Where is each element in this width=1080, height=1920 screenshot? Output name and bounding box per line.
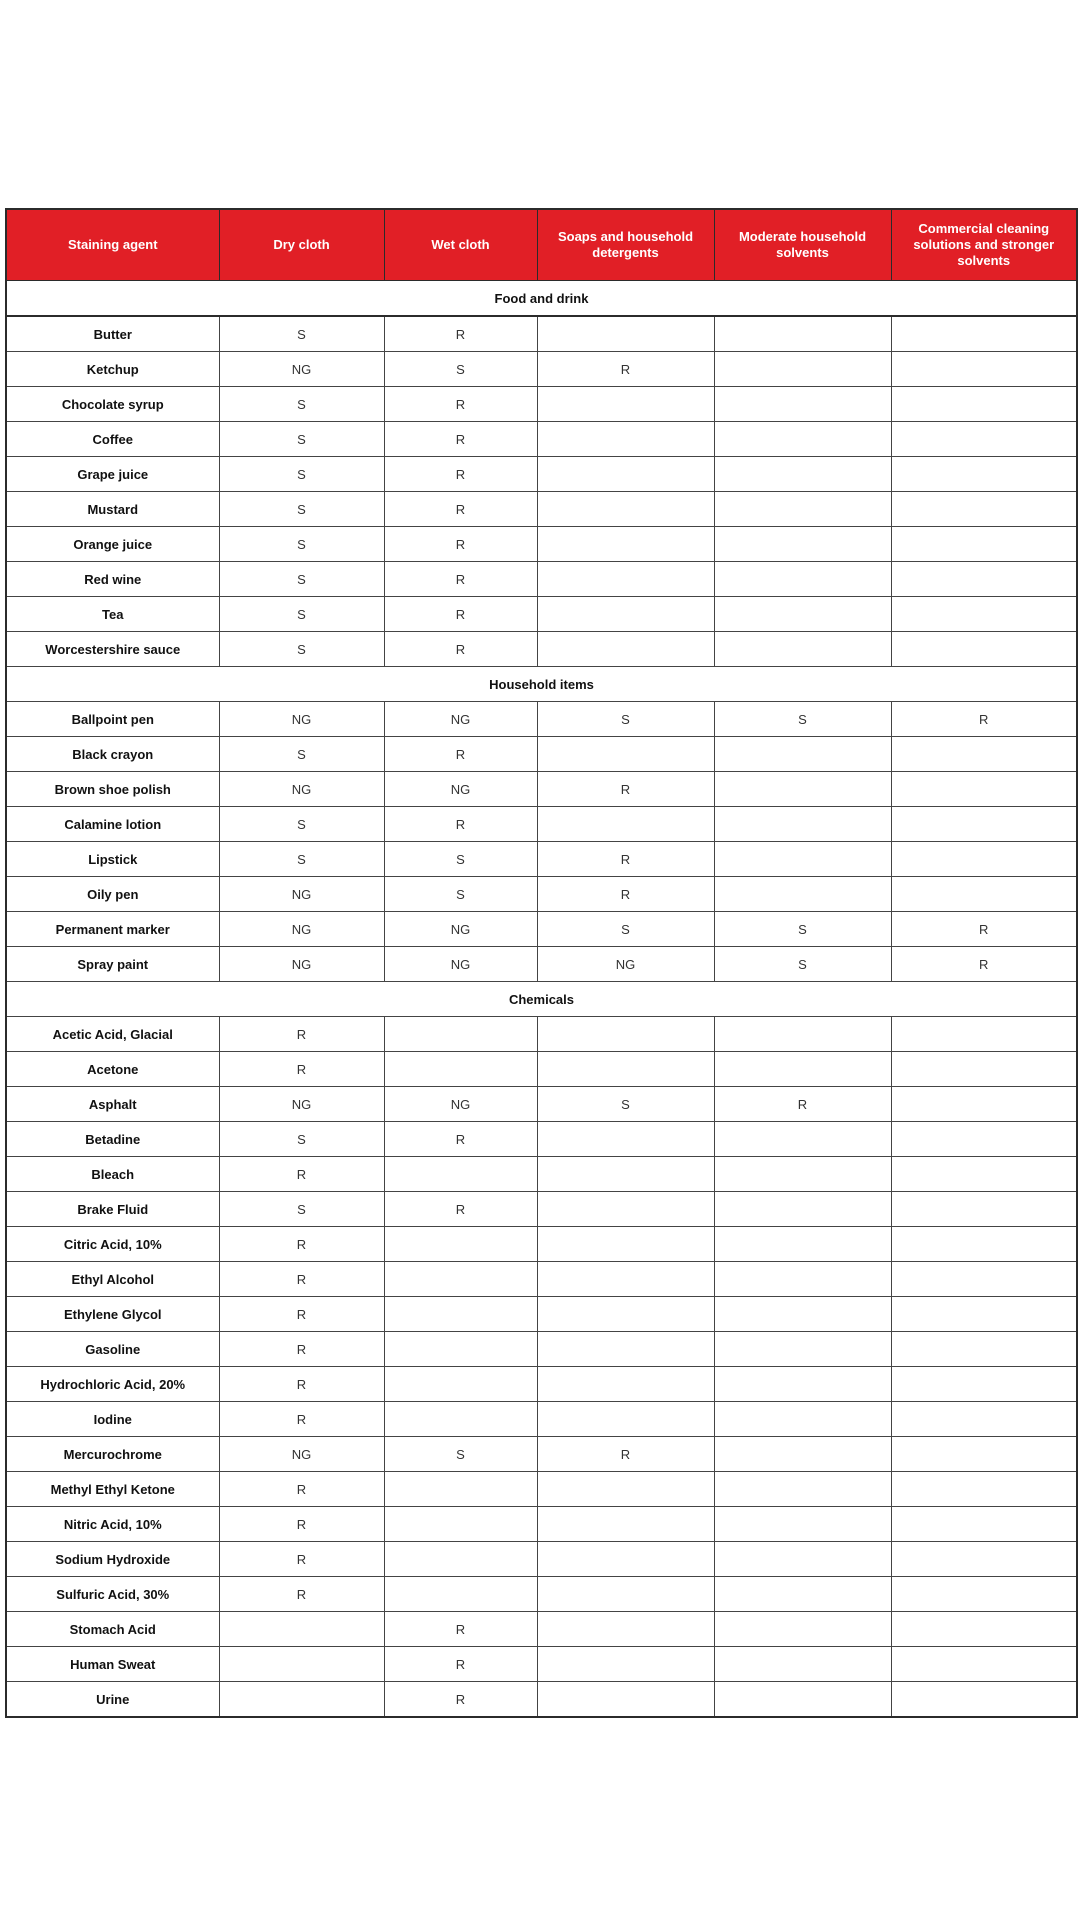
table-row [6, 1437, 1077, 1472]
staining-agent-cell: Black crayon [6, 737, 219, 772]
rating-cell [714, 1262, 891, 1297]
staining-agent-cell: Sodium Hydroxide [6, 1542, 219, 1577]
table-row [6, 1192, 1077, 1227]
rating-cell [384, 1402, 537, 1437]
rating-cell [384, 1017, 537, 1052]
header-wet-cloth: Wet cloth [384, 209, 537, 281]
rating-cell [714, 1227, 891, 1262]
table-row [6, 1682, 1077, 1718]
rating-cell [537, 1507, 714, 1542]
table-row [6, 1017, 1077, 1052]
rating-cell [537, 807, 714, 842]
rating-cell [714, 1297, 891, 1332]
rating-cell: S [219, 1122, 384, 1157]
rating-cell: R [219, 1507, 384, 1542]
rating-cell [891, 1052, 1077, 1087]
staining-agent-cell: Urine [6, 1682, 219, 1718]
rating-cell: NG [219, 702, 384, 737]
rating-cell [891, 1612, 1077, 1647]
rating-cell [537, 527, 714, 562]
table-row [6, 947, 1077, 982]
table-row [6, 1227, 1077, 1262]
table-row [6, 1332, 1077, 1367]
rating-cell: R [384, 1122, 537, 1157]
rating-cell [384, 1577, 537, 1612]
rating-cell: R [219, 1227, 384, 1262]
table-row [6, 877, 1077, 912]
rating-cell: R [537, 352, 714, 387]
rating-cell: R [219, 1472, 384, 1507]
rating-cell [537, 492, 714, 527]
staining-agent-cell: Orange juice [6, 527, 219, 562]
table-row [6, 597, 1077, 632]
rating-cell [537, 422, 714, 457]
staining-agent-cell: Coffee [6, 422, 219, 457]
rating-cell: R [219, 1262, 384, 1297]
rating-cell [537, 1262, 714, 1297]
staining-agent-cell: Spray paint [6, 947, 219, 982]
rating-cell [537, 562, 714, 597]
staining-agent-cell: Iodine [6, 1402, 219, 1437]
staining-agent-cell: Acetone [6, 1052, 219, 1087]
staining-agent-cell: Oily pen [6, 877, 219, 912]
staining-agent-cell: Calamine lotion [6, 807, 219, 842]
rating-cell: R [219, 1157, 384, 1192]
rating-cell: R [384, 527, 537, 562]
table-body [6, 281, 1077, 1718]
rating-cell: NG [219, 947, 384, 982]
rating-cell: S [219, 457, 384, 492]
section-title: Household items [6, 667, 1077, 702]
rating-cell [219, 1647, 384, 1682]
rating-cell: S [537, 912, 714, 947]
rating-cell [891, 1017, 1077, 1052]
rating-cell [714, 1332, 891, 1367]
rating-cell [537, 1332, 714, 1367]
rating-cell [891, 597, 1077, 632]
rating-cell: R [219, 1052, 384, 1087]
section-header-row [6, 982, 1077, 1017]
rating-cell: S [714, 947, 891, 982]
staining-agent-cell: Sulfuric Acid, 30% [6, 1577, 219, 1612]
rating-cell [891, 527, 1077, 562]
rating-cell [714, 1437, 891, 1472]
rating-cell [714, 1052, 891, 1087]
rating-cell: S [219, 422, 384, 457]
rating-cell [537, 1227, 714, 1262]
rating-cell: R [219, 1542, 384, 1577]
staining-agent-cell: Chocolate syrup [6, 387, 219, 422]
rating-cell [714, 352, 891, 387]
rating-cell: NG [219, 912, 384, 947]
rating-cell: NG [219, 877, 384, 912]
rating-cell: S [384, 1437, 537, 1472]
rating-cell [537, 316, 714, 352]
rating-cell [891, 1157, 1077, 1192]
table-row [6, 632, 1077, 667]
rating-cell [537, 632, 714, 667]
rating-cell: R [384, 632, 537, 667]
table-row [6, 1577, 1077, 1612]
rating-cell [891, 316, 1077, 352]
rating-cell [891, 632, 1077, 667]
table-row [6, 1402, 1077, 1437]
staining-agent-cell: Lipstick [6, 842, 219, 877]
staining-agent-cell: Hydrochloric Acid, 20% [6, 1367, 219, 1402]
rating-cell: S [537, 702, 714, 737]
rating-cell: S [384, 842, 537, 877]
rating-cell: R [384, 1192, 537, 1227]
staining-agent-cell: Citric Acid, 10% [6, 1227, 219, 1262]
rating-cell [891, 457, 1077, 492]
table-row [6, 1297, 1077, 1332]
staining-agent-cell: Nitric Acid, 10% [6, 1507, 219, 1542]
rating-cell: R [891, 702, 1077, 737]
rating-cell: S [714, 702, 891, 737]
table-row [6, 1507, 1077, 1542]
rating-cell [714, 877, 891, 912]
table-row [6, 702, 1077, 737]
rating-cell: R [384, 316, 537, 352]
rating-cell [891, 1367, 1077, 1402]
rating-cell: R [384, 597, 537, 632]
rating-cell [384, 1262, 537, 1297]
rating-cell: R [384, 457, 537, 492]
rating-cell [891, 1402, 1077, 1437]
rating-cell [891, 877, 1077, 912]
rating-cell: S [384, 352, 537, 387]
rating-cell [714, 632, 891, 667]
rating-cell: R [537, 1437, 714, 1472]
staining-agent-cell: Brake Fluid [6, 1192, 219, 1227]
rating-cell: NG [384, 702, 537, 737]
table-row [6, 772, 1077, 807]
rating-cell [537, 1542, 714, 1577]
rating-cell [714, 316, 891, 352]
rating-cell [537, 1157, 714, 1192]
rating-cell [891, 1087, 1077, 1122]
rating-cell: S [219, 597, 384, 632]
rating-cell: S [537, 1087, 714, 1122]
table-row [6, 1157, 1077, 1192]
rating-cell: NG [219, 1437, 384, 1472]
rating-cell [384, 1472, 537, 1507]
rating-cell [891, 352, 1077, 387]
rating-cell [714, 1612, 891, 1647]
table-row [6, 457, 1077, 492]
rating-cell [537, 1647, 714, 1682]
rating-cell [384, 1052, 537, 1087]
header-row [6, 209, 1077, 281]
rating-cell: R [219, 1367, 384, 1402]
rating-cell: R [384, 492, 537, 527]
table-row [6, 492, 1077, 527]
table-row [6, 387, 1077, 422]
rating-cell: R [384, 737, 537, 772]
rating-cell: S [714, 912, 891, 947]
rating-cell: R [384, 807, 537, 842]
staining-agent-cell: Worcestershire sauce [6, 632, 219, 667]
rating-cell: NG [219, 1087, 384, 1122]
table-row [6, 1087, 1077, 1122]
rating-cell [537, 457, 714, 492]
rating-cell [384, 1332, 537, 1367]
rating-cell: S [219, 492, 384, 527]
rating-cell [537, 1297, 714, 1332]
rating-cell: S [219, 316, 384, 352]
staining-agent-cell: Betadine [6, 1122, 219, 1157]
rating-cell [891, 1227, 1077, 1262]
header-moderate-solvents: Moderate household solvents [714, 209, 891, 281]
rating-cell [891, 1542, 1077, 1577]
rating-cell [714, 737, 891, 772]
staining-agent-cell: Butter [6, 316, 219, 352]
rating-cell: R [384, 422, 537, 457]
rating-cell [891, 1577, 1077, 1612]
staining-agent-cell: Tea [6, 597, 219, 632]
staining-agent-cell: Ethyl Alcohol [6, 1262, 219, 1297]
rating-cell [384, 1227, 537, 1262]
rating-cell: R [384, 387, 537, 422]
stain-removal-table [5, 208, 1078, 1718]
rating-cell: R [537, 877, 714, 912]
rating-cell [714, 1367, 891, 1402]
rating-cell [891, 1507, 1077, 1542]
rating-cell [384, 1157, 537, 1192]
table-row [6, 807, 1077, 842]
table-row [6, 562, 1077, 597]
staining-agent-cell: Asphalt [6, 1087, 219, 1122]
rating-cell: R [891, 947, 1077, 982]
rating-cell [714, 422, 891, 457]
header-soaps-detergents: Soaps and household detergents [537, 209, 714, 281]
staining-agent-cell: Grape juice [6, 457, 219, 492]
table-row [6, 527, 1077, 562]
rating-cell [384, 1367, 537, 1402]
rating-cell [384, 1507, 537, 1542]
table-row [6, 842, 1077, 877]
table-row [6, 352, 1077, 387]
rating-cell [891, 1437, 1077, 1472]
rating-cell: S [219, 1192, 384, 1227]
staining-agent-cell: Permanent marker [6, 912, 219, 947]
rating-cell [891, 492, 1077, 527]
rating-cell: NG [219, 772, 384, 807]
rating-cell: S [219, 807, 384, 842]
rating-cell [714, 1507, 891, 1542]
staining-agent-cell: Ethylene Glycol [6, 1297, 219, 1332]
table-row [6, 1122, 1077, 1157]
rating-cell: R [219, 1577, 384, 1612]
rating-cell [714, 772, 891, 807]
rating-cell [537, 1682, 714, 1718]
rating-cell: S [219, 842, 384, 877]
rating-cell: R [384, 562, 537, 597]
staining-agent-cell: Bleach [6, 1157, 219, 1192]
rating-cell: R [384, 1647, 537, 1682]
rating-cell [537, 1192, 714, 1227]
rating-cell [714, 597, 891, 632]
rating-cell: NG [384, 1087, 537, 1122]
rating-cell: S [219, 737, 384, 772]
table-row [6, 1647, 1077, 1682]
rating-cell: NG [219, 352, 384, 387]
rating-cell: S [219, 562, 384, 597]
rating-cell [537, 1122, 714, 1157]
rating-cell [714, 492, 891, 527]
section-title: Food and drink [6, 281, 1077, 317]
rating-cell [384, 1297, 537, 1332]
table-row [6, 737, 1077, 772]
table-row [6, 1612, 1077, 1647]
rating-cell: S [219, 387, 384, 422]
rating-cell: S [219, 632, 384, 667]
rating-cell [537, 1402, 714, 1437]
rating-cell: R [891, 912, 1077, 947]
table-row [6, 422, 1077, 457]
rating-cell: S [384, 877, 537, 912]
staining-agent-cell: Ketchup [6, 352, 219, 387]
rating-cell [714, 562, 891, 597]
section-header-row [6, 281, 1077, 317]
rating-cell [714, 1402, 891, 1437]
rating-cell [714, 1542, 891, 1577]
rating-cell [537, 387, 714, 422]
rating-cell: R [219, 1332, 384, 1367]
rating-cell [891, 1682, 1077, 1718]
rating-cell [714, 1682, 891, 1718]
rating-cell [891, 842, 1077, 877]
rating-cell [714, 1157, 891, 1192]
rating-cell [537, 1577, 714, 1612]
rating-cell [891, 562, 1077, 597]
section-header-row [6, 667, 1077, 702]
rating-cell [537, 737, 714, 772]
rating-cell: R [384, 1682, 537, 1718]
header-staining-agent: Staining agent [6, 209, 219, 281]
rating-cell [891, 422, 1077, 457]
rating-cell [219, 1612, 384, 1647]
rating-cell: R [384, 1612, 537, 1647]
rating-cell: NG [537, 947, 714, 982]
rating-cell: R [219, 1017, 384, 1052]
rating-cell [714, 387, 891, 422]
rating-cell [891, 387, 1077, 422]
rating-cell [537, 597, 714, 632]
rating-cell [714, 1192, 891, 1227]
table-row [6, 1542, 1077, 1577]
rating-cell [891, 1192, 1077, 1227]
rating-cell [537, 1367, 714, 1402]
rating-cell: NG [384, 947, 537, 982]
header-commercial-solutions: Commercial cleaning solutions and stronger solvents [891, 209, 1077, 281]
table-row [6, 1367, 1077, 1402]
rating-cell [714, 1017, 891, 1052]
staining-agent-cell: Methyl Ethyl Ketone [6, 1472, 219, 1507]
rating-cell [219, 1682, 384, 1718]
table-row [6, 1472, 1077, 1507]
rating-cell [891, 807, 1077, 842]
rating-cell [714, 1647, 891, 1682]
table-row [6, 1262, 1077, 1297]
rating-cell [537, 1472, 714, 1507]
rating-cell: NG [384, 772, 537, 807]
section-title: Chemicals [6, 982, 1077, 1017]
rating-cell: R [537, 772, 714, 807]
header-dry-cloth: Dry cloth [219, 209, 384, 281]
rating-cell [891, 1647, 1077, 1682]
table-row [6, 1052, 1077, 1087]
staining-agent-cell: Red wine [6, 562, 219, 597]
rating-cell [891, 1122, 1077, 1157]
rating-cell [714, 807, 891, 842]
rating-cell [714, 1472, 891, 1507]
rating-cell: R [537, 842, 714, 877]
staining-agent-cell: Brown shoe polish [6, 772, 219, 807]
rating-cell [714, 1122, 891, 1157]
rating-cell [891, 1472, 1077, 1507]
rating-cell [714, 1577, 891, 1612]
rating-cell: R [219, 1297, 384, 1332]
rating-cell: R [219, 1402, 384, 1437]
rating-cell [891, 772, 1077, 807]
rating-cell [537, 1612, 714, 1647]
table-row [6, 912, 1077, 947]
rating-cell [714, 842, 891, 877]
rating-cell [384, 1542, 537, 1577]
rating-cell [537, 1017, 714, 1052]
rating-cell [537, 1052, 714, 1087]
staining-agent-cell: Stomach Acid [6, 1612, 219, 1647]
staining-agent-cell: Mustard [6, 492, 219, 527]
rating-cell [891, 1332, 1077, 1367]
staining-agent-cell: Human Sweat [6, 1647, 219, 1682]
rating-cell: NG [384, 912, 537, 947]
rating-cell [891, 1297, 1077, 1332]
rating-cell [714, 527, 891, 562]
rating-cell [891, 1262, 1077, 1297]
staining-agent-cell: Acetic Acid, Glacial [6, 1017, 219, 1052]
rating-cell: R [714, 1087, 891, 1122]
rating-cell: S [219, 527, 384, 562]
rating-cell [891, 737, 1077, 772]
staining-agent-cell: Mercurochrome [6, 1437, 219, 1472]
rating-cell [714, 457, 891, 492]
staining-agent-cell: Gasoline [6, 1332, 219, 1367]
table-row [6, 316, 1077, 352]
staining-agent-cell: Ballpoint pen [6, 702, 219, 737]
